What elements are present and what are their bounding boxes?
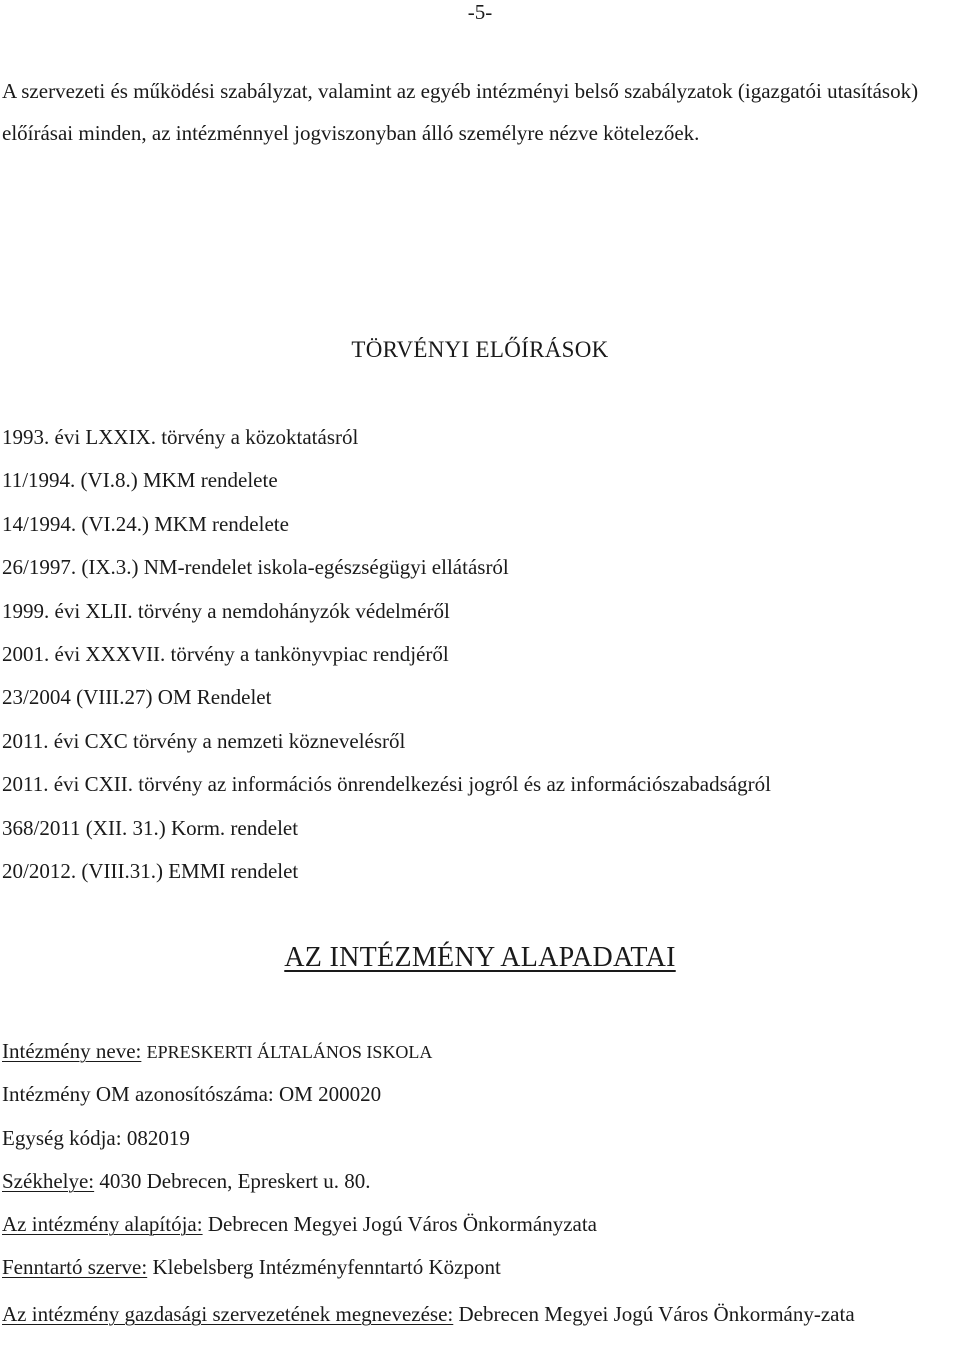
- data-row-founder: [2, 1206, 597, 1249]
- intro-paragraph: A szervezeti és működési szabályzat, valamint az egyéb intézményi belső szabályzatok (igazgatói utasítások) előírásai minden, az intézménnyel jogviszonyban álló személyre nézve kötelezőek.: [2, 79, 919, 145]
- laws-list: [2, 420, 771, 897]
- maintainer-label: Fenntartó szerve:: [2, 1255, 148, 1280]
- founder-label: Az intézmény alapítója:: [2, 1212, 203, 1237]
- founder-value: Debrecen Megyei Jogú Város Önkormányzata: [207, 1212, 597, 1237]
- seat-value: 4030 Debrecen, Epreskert u. 80.: [99, 1168, 371, 1193]
- law-item: 2011. évi CXC törvény a nemzeti köznevelésről: [2, 728, 406, 753]
- law-item: 14/1994. (VI.24.) MKM rendelete: [2, 511, 289, 536]
- data-row-economic: [2, 1292, 958, 1336]
- law-item: 2001. évi XXXVII. törvény a tankönyvpiac rendjéről: [2, 641, 449, 666]
- om-label: Intézmény OM azonosítószáma:: [2, 1082, 274, 1107]
- page-number: -5-: [467, 0, 493, 24]
- name-label: Intézmény neve:: [2, 1039, 142, 1063]
- seat-label: Székhelye:: [2, 1168, 95, 1193]
- data-row-unit: [2, 1120, 597, 1163]
- om-value: OM 200020: [279, 1082, 382, 1107]
- basic-data-heading-text: AZ INTÉZMÉNY ALAPADATAI: [284, 942, 676, 973]
- law-item: 1999. évi XLII. törvény a nemdohányzók védelméről: [2, 598, 450, 623]
- basic-data-list: [2, 1033, 597, 1293]
- laws-heading: TÖRVÉNYI ELŐÍRÁSOK: [351, 337, 609, 362]
- law-item: 1993. évi LXXIX. törvény a közoktatásról: [2, 425, 359, 449]
- unit-value: 082019: [126, 1125, 190, 1150]
- data-row-name: [2, 1033, 597, 1076]
- data-row-om: [2, 1076, 597, 1119]
- economic-value: Debrecen Megyei Jogú Város Önkormány-zata: [458, 1302, 855, 1326]
- law-item: 11/1994. (VI.8.) MKM rendelete: [2, 468, 278, 493]
- data-row-maintainer: [2, 1249, 597, 1292]
- basic-data-heading: [0, 940, 960, 976]
- maintainer-value: Klebelsberg Intézményfenntartó Központ: [152, 1255, 501, 1280]
- data-row-seat: [2, 1163, 597, 1206]
- economic-label: Az intézmény gazdasági szervezetének megnevezése:: [2, 1302, 454, 1326]
- law-item: 23/2004 (VIII.27) OM Rendelet: [2, 685, 272, 710]
- law-item: 26/1997. (IX.3.) NM-rendelet iskola-egészségügyi ellátásról: [2, 555, 509, 580]
- unit-label: Egység kódja:: [2, 1125, 122, 1150]
- law-item: 368/2011 (XII. 31.) Korm. rendelet: [2, 815, 299, 840]
- law-item: 20/2012. (VIII.31.) EMMI rendelet: [2, 858, 299, 883]
- name-value: EPRESKERTI ÁLTALÁNOS ISKOLA: [146, 1042, 433, 1062]
- law-item: 2011. évi CXII. törvény az információs önrendelkezési jogról és az információszabadságról: [2, 772, 771, 797]
